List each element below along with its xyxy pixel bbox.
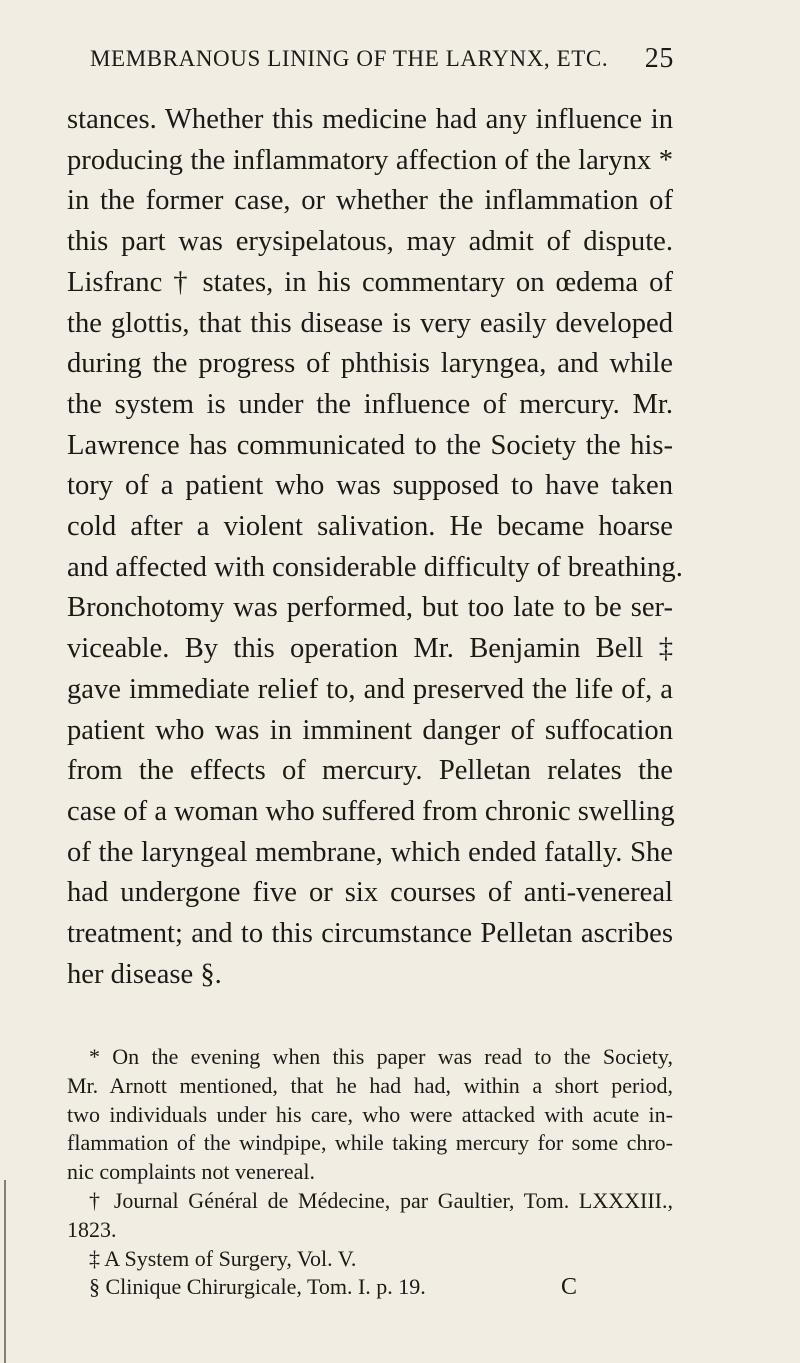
text-line: tory of a patient who was supposed to have taken	[67, 470, 673, 502]
text-line: viceable. By this operation Mr. Benjamin Bell ‡	[67, 633, 673, 665]
text-line: her disease §.	[67, 958, 222, 990]
text-line: Lisfranc † states, in his commentary on œdema of	[67, 266, 673, 298]
footnote-line: * On the evening when this paper was read to the Society,	[89, 1044, 673, 1069]
text-line: had undergone five or six courses of anti-venereal	[67, 877, 673, 909]
text-line: the glottis, that this disease is very easily developed	[67, 307, 673, 339]
text-line: stances. Whether this medicine had any influence in	[67, 104, 673, 135]
page-edge-shadow	[4, 1180, 6, 1363]
footnotes	[67, 1043, 673, 1302]
footnote-line: § Clinique Chirurgicale, Tom. I. p. 19.	[89, 1274, 426, 1300]
page-number: 25	[644, 43, 674, 74]
text-line: this part was erysipelatous, may admit of dispute.	[67, 226, 673, 258]
text-line: cold after a violent salivation. He became hoarse	[67, 511, 673, 543]
footnote-line: 1823.	[67, 1216, 117, 1242]
main-paragraph	[67, 100, 683, 995]
text-line: during the progress of phthisis laryngea, and while	[67, 348, 673, 380]
text-line: Bronchotomy was performed, but too late to be ser-	[67, 592, 673, 624]
footnote-line: two individuals under his care, who were attacked with acute in-	[67, 1101, 673, 1127]
text-line: from the effects of mercury. Pelletan relates the	[67, 755, 673, 787]
footnote-line: † Journal Général de Médecine, par Gaultier, Tom. LXXXIII.,	[89, 1187, 673, 1213]
text-line: patient who was in imminent danger of suffocation	[67, 714, 673, 746]
footnote-line: flammation of the windpipe, while taking mercury for some chro-	[67, 1130, 673, 1156]
footnote-line: ‡ A System of Surgery, Vol. V.	[89, 1245, 357, 1271]
footnote-line: Mr. Arnott mentioned, that he had had, within a short period,	[67, 1072, 673, 1098]
text-line: treatment; and to this circumstance Pelletan ascribes	[67, 918, 673, 950]
text-line: case of a woman who suffered from chronic swelling	[67, 795, 675, 827]
text-line: in the former case, or whether the inflammation of	[67, 185, 673, 217]
text-line: of the laryngeal membrane, which ended fatally. She	[67, 836, 673, 868]
text-line: Lawrence has communicated to the Society the his-	[67, 429, 673, 461]
text-line: and affected with considerable difficulty of breathing.	[67, 551, 683, 583]
running-title: MEMBRANOUS LINING OF THE LARYNX, ETC.	[90, 46, 609, 71]
text-line: the system is under the influence of mercury. Mr.	[67, 388, 673, 420]
text-line: producing the inflammatory affection of the larynx *	[67, 144, 673, 176]
text-line: gave immediate relief to, and preserved the life of, a	[67, 673, 673, 705]
footnote-line: nic complaints not venereal.	[67, 1159, 316, 1185]
signature-mark: C	[561, 1274, 578, 1300]
